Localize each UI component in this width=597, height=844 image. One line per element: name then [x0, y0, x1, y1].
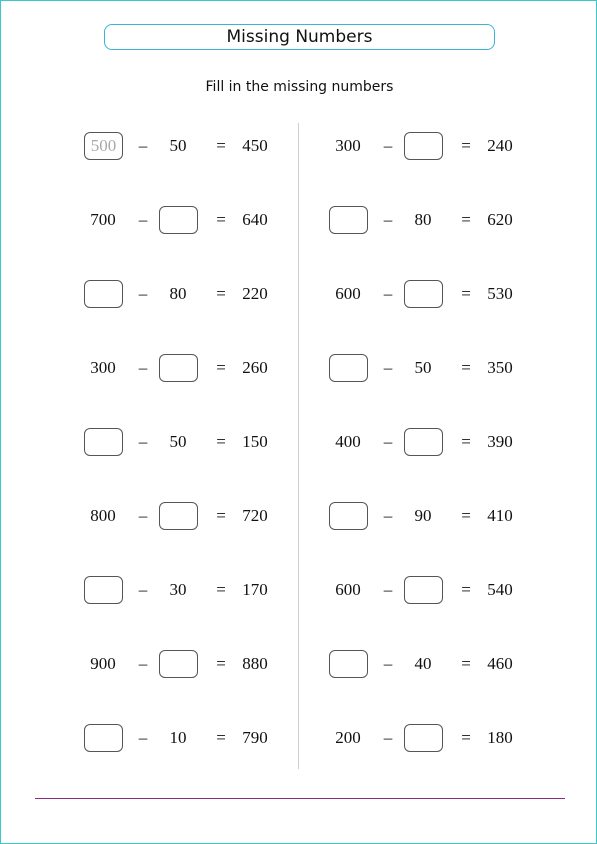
difference: 460 — [487, 654, 513, 673]
minus-sign: – — [383, 210, 393, 229]
minuend: 600 — [335, 580, 361, 599]
problem-row-right-9 — [328, 724, 528, 752]
equals-sign: = — [461, 580, 471, 599]
equals-sign: = — [461, 506, 471, 525]
minuend: 600 — [335, 284, 361, 303]
problem-row-left-4 — [83, 354, 283, 382]
problem-row-left-6 — [83, 502, 283, 530]
difference: 260 — [242, 358, 268, 377]
problem-row-right-1 — [328, 132, 528, 160]
problem-row-left-1 — [83, 132, 283, 160]
answer-box[interactable] — [404, 724, 443, 752]
equals-sign: = — [216, 728, 226, 747]
subtrahend: 50 — [414, 358, 432, 377]
subtrahend: 90 — [414, 506, 432, 525]
problem-row-right-8 — [328, 650, 528, 678]
problem-row-left-7 — [83, 576, 283, 604]
answer-box[interactable] — [329, 502, 368, 530]
answer-box[interactable] — [404, 428, 443, 456]
equals-sign: = — [461, 210, 471, 229]
answer-box[interactable] — [404, 132, 443, 160]
equals-sign: = — [216, 284, 226, 303]
minuend: 800 — [90, 506, 116, 525]
answer-box[interactable] — [159, 650, 198, 678]
answer-box[interactable] — [404, 280, 443, 308]
minus-sign: – — [383, 654, 393, 673]
equals-sign: = — [461, 284, 471, 303]
difference: 620 — [487, 210, 513, 229]
subtrahend: 40 — [414, 654, 432, 673]
subtrahend: 50 — [169, 136, 187, 155]
answer-box[interactable] — [404, 576, 443, 604]
difference: 170 — [242, 580, 268, 599]
minuend: 900 — [90, 654, 116, 673]
problem-row-right-5 — [328, 428, 528, 456]
difference: 720 — [242, 506, 268, 525]
answer-box[interactable] — [329, 354, 368, 382]
difference: 240 — [487, 136, 513, 155]
problem-row-left-8 — [83, 650, 283, 678]
problem-row-right-4 — [328, 354, 528, 382]
minus-sign: – — [138, 136, 148, 155]
minus-sign: – — [138, 728, 148, 747]
minus-sign: – — [138, 506, 148, 525]
equals-sign: = — [216, 432, 226, 451]
worksheet-title: Missing Numbers — [104, 24, 495, 50]
subtrahend: 50 — [169, 432, 187, 451]
subtrahend: 10 — [169, 728, 187, 747]
equals-sign: = — [461, 136, 471, 155]
minus-sign: – — [138, 654, 148, 673]
difference: 530 — [487, 284, 513, 303]
minus-sign: – — [138, 210, 148, 229]
problem-row-right-3 — [328, 280, 528, 308]
minus-sign: – — [383, 284, 393, 303]
problem-row-left-5 — [83, 428, 283, 456]
answer-box[interactable] — [329, 650, 368, 678]
minus-sign: – — [383, 580, 393, 599]
minus-sign: – — [383, 728, 393, 747]
minus-sign: – — [383, 506, 393, 525]
column-divider — [298, 123, 299, 769]
answer-box[interactable] — [84, 724, 123, 752]
subtrahend: 80 — [414, 210, 432, 229]
difference: 880 — [242, 654, 268, 673]
problem-row-left-2 — [83, 206, 283, 234]
equals-sign: = — [216, 506, 226, 525]
equals-sign: = — [216, 358, 226, 377]
minus-sign: – — [138, 432, 148, 451]
equals-sign: = — [216, 210, 226, 229]
subtrahend: 30 — [169, 580, 187, 599]
minus-sign: – — [138, 284, 148, 303]
answer-box[interactable] — [159, 206, 198, 234]
subtrahend: 80 — [169, 284, 187, 303]
minus-sign: – — [383, 136, 393, 155]
equals-sign: = — [461, 358, 471, 377]
difference: 450 — [242, 136, 268, 155]
difference: 390 — [487, 432, 513, 451]
equals-sign: = — [461, 432, 471, 451]
minus-sign: – — [138, 358, 148, 377]
difference: 350 — [487, 358, 513, 377]
difference: 180 — [487, 728, 513, 747]
minus-sign: – — [383, 432, 393, 451]
minuend: 300 — [335, 136, 361, 155]
equals-sign: = — [461, 728, 471, 747]
difference: 640 — [242, 210, 268, 229]
answer-box[interactable] — [84, 576, 123, 604]
minuend: 400 — [335, 432, 361, 451]
answer-box[interactable] — [329, 206, 368, 234]
equals-sign: = — [216, 580, 226, 599]
difference: 220 — [242, 284, 268, 303]
difference: 410 — [487, 506, 513, 525]
minuend: 300 — [90, 358, 116, 377]
problem-row-right-7 — [328, 576, 528, 604]
minus-sign: – — [138, 580, 148, 599]
problem-row-left-3 — [83, 280, 283, 308]
equals-sign: = — [461, 654, 471, 673]
footer-rule — [35, 798, 565, 799]
equals-sign: = — [216, 136, 226, 155]
answer-box[interactable] — [84, 280, 123, 308]
example-answer-box[interactable]: 500 — [84, 132, 123, 160]
answer-box[interactable] — [84, 428, 123, 456]
equals-sign: = — [216, 654, 226, 673]
minus-sign: – — [383, 358, 393, 377]
problem-row-right-2 — [328, 206, 528, 234]
minuend: 700 — [90, 210, 116, 229]
instruction-text: Fill in the missing numbers — [205, 79, 394, 95]
answer-box[interactable] — [159, 354, 198, 382]
difference: 790 — [242, 728, 268, 747]
answer-box[interactable] — [159, 502, 198, 530]
minuend: 200 — [335, 728, 361, 747]
problem-row-right-6 — [328, 502, 528, 530]
difference: 540 — [487, 580, 513, 599]
problem-row-left-9 — [83, 724, 283, 752]
difference: 150 — [242, 432, 268, 451]
